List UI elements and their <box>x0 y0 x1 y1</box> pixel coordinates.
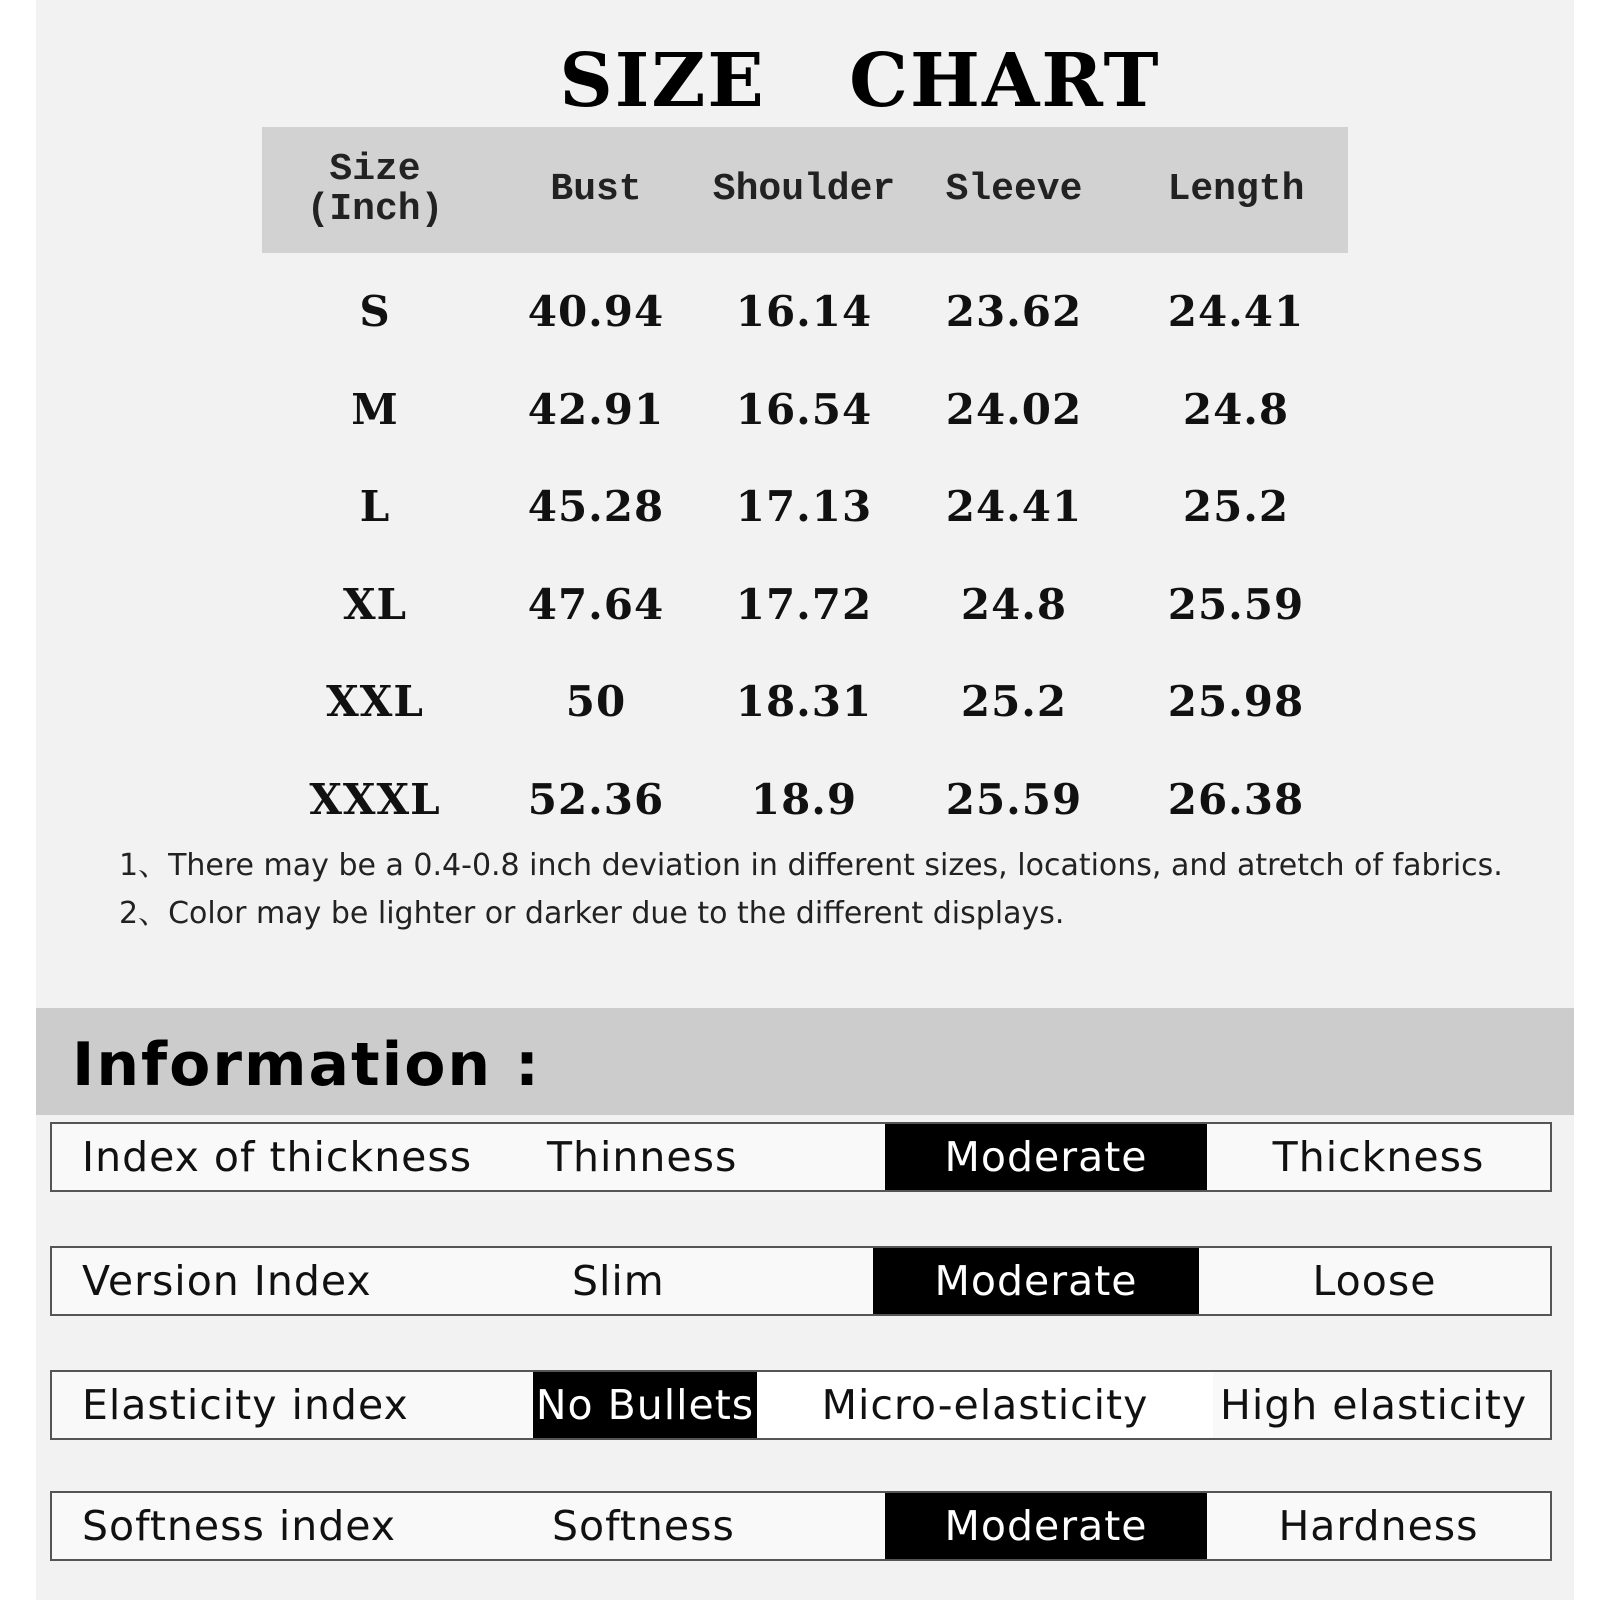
thickness-option-thickness: Thickness <box>1272 1133 1485 1181</box>
cell-length: 24.8 <box>1182 384 1290 434</box>
table-row <box>262 751 1348 849</box>
cell-length: 25.98 <box>1167 677 1305 727</box>
cell-length: 24.41 <box>1167 287 1305 337</box>
softness-label: Softness index <box>82 1502 397 1550</box>
size-notes <box>119 842 1503 938</box>
table-row <box>262 253 1348 361</box>
cell-shoulder: 18.31 <box>735 677 873 727</box>
note-color: 2、Color may be lighter or darker due to the different displays. <box>119 896 1065 931</box>
info-row-thickness <box>50 1122 1552 1192</box>
header-shoulder: Shoulder <box>712 168 896 211</box>
table-row <box>262 361 1348 459</box>
cell-sleeve: 24.02 <box>945 384 1083 434</box>
header-length: Length <box>1167 168 1305 211</box>
info-row-elasticity <box>50 1370 1552 1440</box>
version-label: Version Index <box>82 1257 372 1305</box>
information-title: Information : <box>72 1030 542 1100</box>
cell-shoulder: 17.13 <box>735 482 873 532</box>
elasticity-label: Elasticity index <box>82 1381 409 1429</box>
elasticity-option-no-bullets: No Bullets <box>533 1372 757 1438</box>
cell-sleeve: 25.2 <box>960 677 1068 727</box>
cell-shoulder: 16.54 <box>735 384 873 434</box>
table-header-row <box>262 127 1348 253</box>
cell-length: 26.38 <box>1167 774 1305 824</box>
size-chart-title: SIZE CHART <box>559 38 1161 124</box>
cell-shoulder: 17.72 <box>735 579 873 629</box>
size-chart-table <box>262 127 1348 848</box>
table-row <box>262 458 1348 556</box>
softness-option-moderate: Moderate <box>885 1493 1207 1559</box>
cell-bust: 45.28 <box>527 482 665 532</box>
cell-shoulder: 18.9 <box>750 774 858 824</box>
cell-length: 25.59 <box>1167 579 1305 629</box>
cell-length: 25.2 <box>1182 482 1290 532</box>
cell-sleeve: 24.41 <box>945 482 1083 532</box>
header-size <box>262 127 488 253</box>
header-size-unit: (Inch) <box>306 188 444 231</box>
info-row-softness <box>50 1491 1552 1561</box>
thickness-option-moderate: Moderate <box>885 1124 1207 1190</box>
thickness-label: Index of thickness <box>82 1133 473 1181</box>
cell-bust: 42.91 <box>527 384 665 434</box>
softness-option-softness: Softness <box>552 1502 735 1550</box>
cell-bust: 52.36 <box>527 774 665 824</box>
header-sleeve: Sleeve <box>945 168 1083 211</box>
cell-bust: 50 <box>565 677 627 727</box>
cell-bust: 40.94 <box>527 287 665 337</box>
thickness-option-thinness: Thinness <box>547 1133 738 1181</box>
cell-bust: 47.64 <box>527 579 665 629</box>
cell-size: S <box>359 287 391 337</box>
softness-option-hardness: Hardness <box>1278 1502 1479 1550</box>
cell-size: M <box>351 384 399 434</box>
elasticity-option-high: High elasticity <box>1220 1381 1528 1429</box>
cell-sleeve: 25.59 <box>945 774 1083 824</box>
cell-shoulder: 16.14 <box>735 287 873 337</box>
table-row <box>262 556 1348 654</box>
table-row <box>262 653 1348 751</box>
cell-size: XL <box>342 579 408 629</box>
header-size-label: Size <box>329 148 421 191</box>
cell-sleeve: 24.8 <box>960 579 1068 629</box>
cell-size: XXL <box>326 677 424 727</box>
version-option-loose: Loose <box>1312 1257 1437 1305</box>
cell-sleeve: 23.62 <box>945 287 1083 337</box>
version-option-moderate: Moderate <box>873 1248 1199 1314</box>
elasticity-option-micro: Micro-elasticity <box>757 1372 1213 1438</box>
version-option-slim: Slim <box>572 1257 665 1305</box>
cell-size: L <box>359 482 391 532</box>
header-bust: Bust <box>550 168 642 211</box>
cell-size: XXXL <box>309 774 441 824</box>
info-row-version <box>50 1246 1552 1316</box>
note-deviation: 1、There may be a 0.4-0.8 inch deviation in different sizes, locations, and atretch of fabrics. <box>119 848 1503 883</box>
